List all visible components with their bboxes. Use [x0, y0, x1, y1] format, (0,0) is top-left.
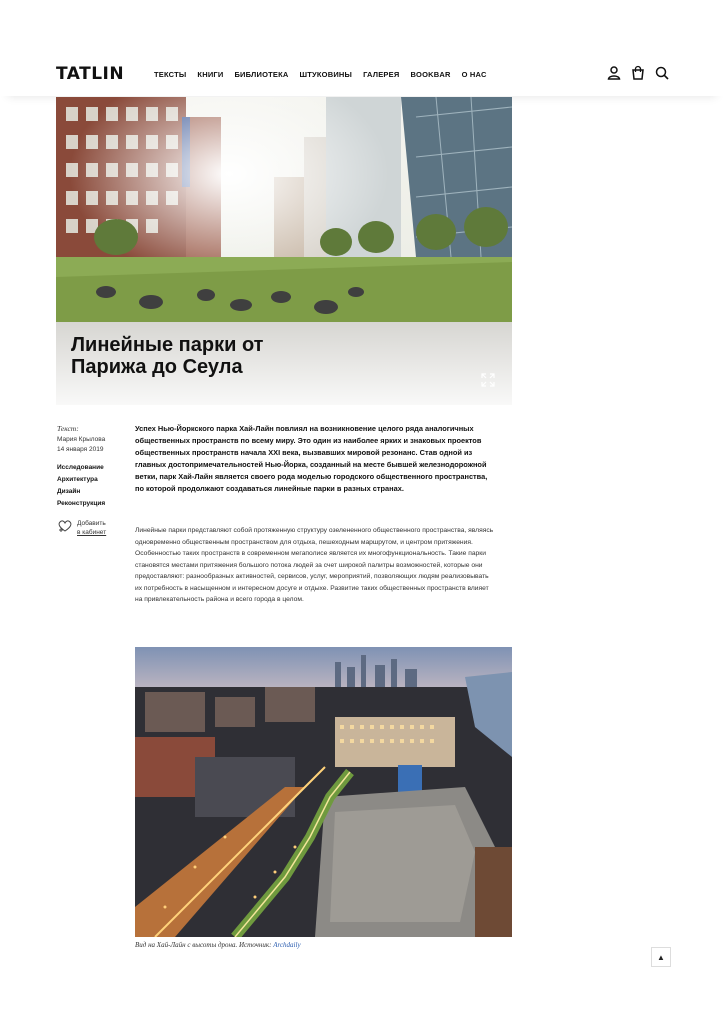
add-to-cabinet-button[interactable]	[57, 519, 127, 538]
photo-caption	[135, 941, 301, 949]
article-lead: Успех Нью-Йоркского парка Хай-Лайн повлиял на возникновение целого ряда аналогичных общественных пространств по всему миру. Это один из наиболее ярких и знаковых проектов общественных пространств начала XXI века, вызвавших мировой резонанс. Став одной из главных достопримечательностей Нью-Йорка, созданный на месте бывшей железнодорожной ветки, парк Хай-Лайн является своего рода моделью городского общественного пространства, по которой продолжают создаваться линейные парки в разных странах.	[135, 424, 488, 493]
tag-architecture[interactable]: Архитектура	[57, 476, 98, 483]
hero-image[interactable]	[56, 97, 512, 405]
nav-item-bookbar[interactable]: BOOKBAR	[410, 70, 451, 79]
user-icon[interactable]	[606, 65, 622, 81]
arrow-up-icon: ▲	[657, 952, 665, 962]
header-icons	[606, 65, 670, 81]
nav-item-things[interactable]: ШТУКОВИНЫ	[299, 70, 353, 79]
back-to-top-button[interactable]	[651, 947, 671, 967]
expand-icon[interactable]	[480, 372, 496, 388]
nav-item-about[interactable]: О НАС	[461, 70, 487, 79]
site-logo[interactable]: TATLIN	[56, 64, 125, 84]
article-title-line-2: Парижа до Сеула	[71, 356, 243, 378]
photo-caption-text: Вид на Хай-Лайн с высоты дрона. Источник:	[135, 941, 274, 949]
article-title-line-1: Линейные парки от	[71, 334, 264, 356]
site-header	[0, 52, 724, 96]
article-title	[71, 334, 371, 378]
nav-item-library[interactable]: БИБЛИОТЕКА	[234, 70, 289, 79]
publish-date: 14 января 2019	[57, 446, 104, 453]
tag-design[interactable]: Дизайн	[57, 488, 81, 495]
tag-research[interactable]: Исследование	[57, 464, 104, 471]
cart-icon[interactable]	[630, 65, 646, 81]
add-to-cabinet-label-line-2: в кабинет	[77, 529, 107, 536]
heart-plus-icon	[57, 519, 73, 538]
tag-reconstruction[interactable]: Реконструкция	[57, 500, 106, 507]
main-nav	[154, 70, 487, 79]
author-name[interactable]: Мария Крылова	[57, 436, 106, 443]
nav-item-gallery[interactable]: ГАЛЕРЕЯ	[363, 70, 400, 79]
article-meta	[57, 424, 127, 538]
article-photo[interactable]	[135, 647, 512, 937]
caption-source-link[interactable]: Archdaily	[273, 941, 301, 949]
nav-item-books[interactable]: КНИГИ	[197, 70, 224, 79]
tag-list	[57, 464, 127, 507]
author-label: Текст:	[57, 424, 79, 433]
search-icon[interactable]	[654, 65, 670, 81]
add-to-cabinet-label	[77, 519, 106, 537]
article-paragraph: Линейные парки представляют собой протяженную структуру озелененного общественного пространства, являясь одновременно общественным пространством для отдыха, пешеходным маршрутом, и центром притяжения. Особенностью таких пространств в современном мегаполисе является их многофункциональность. Такие парки становятся местами притяжения большого потока людей за счет широкой палитры возможностей, которые они предоставляют: разнообразных активностей, сервисов, услуг, мероприятий, позволяющих людям реализовывать их потребность в насыщенном и интересном досуге и отдыхе. Развитие таких общественных пространств влияет на привлекательность района и всего города в целом.	[135, 527, 494, 603]
add-to-cabinet-label-line-1: Добавить	[77, 520, 106, 527]
nav-item-texts[interactable]: ТЕКСТЫ	[154, 70, 187, 79]
